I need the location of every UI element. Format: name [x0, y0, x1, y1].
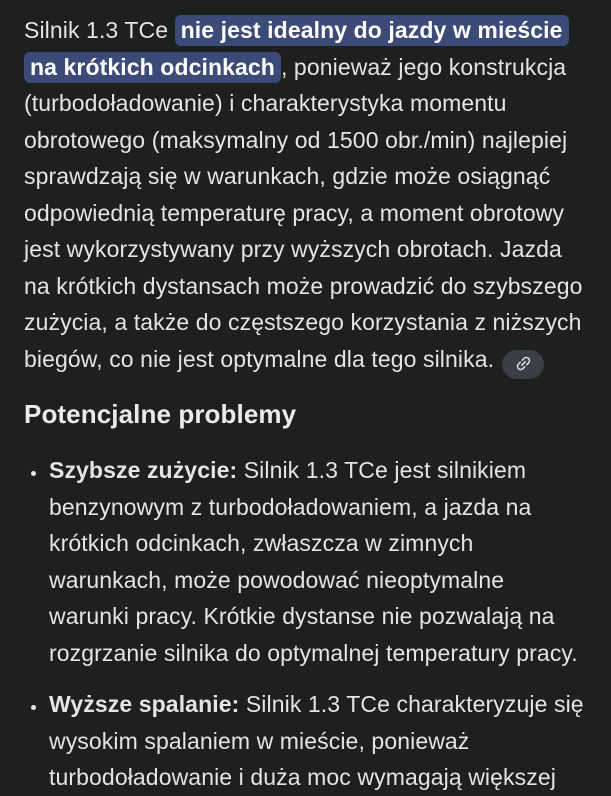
intro-paragraph [24, 12, 587, 379]
intro-text-before-highlight: Silnik 1.3 TCe [24, 17, 175, 43]
link-icon [514, 354, 533, 376]
cited-highlight[interactable]: nie jest idealny do jazdy w mieście na krótkich odcinkach [24, 15, 569, 83]
intro-text-after-highlight: , ponieważ jego konstrukcja (turbodoładowanie) i charakterystyka momentu obrotowego (maksymalny od 1500 obr./min) najlepiej sprawdzają się w warunkach, gdzie może osiągnąć odpowiednią temperaturę pracy, a moment obrotowy jest wykorzystywany przy wyższych obrotach. Jazda na krótkich dystansach może prowadzić do szybszego zużycia, a także do częstszego korzystania z niższych biegów, co nie jest optymalne dla tego silnika. [24, 53, 583, 372]
bullet-label: Szybsze zużycie: [49, 457, 238, 483]
problems-list [24, 452, 587, 796]
source-link-chip[interactable] [502, 350, 544, 379]
bullet-text: Silnik 1.3 TCe charakteryzuje się wysokim spalaniem w mieście, ponieważ turbodoładowanie i duża moc wymagają większej [49, 691, 584, 790]
list-item [48, 452, 587, 671]
list-item [48, 686, 587, 796]
bullet-text: Silnik 1.3 TCe jest silnikiem benzynowym z turbodoładowaniem, a jazda na krótkich odcinkach, zwłaszcza w zimnych warunkach, może powodować nieoptymalne warunki pracy. Krótkie dystanse nie pozwalają na rozgrzanie silnika do optymalnej temperatury pracy. [49, 457, 578, 666]
section-heading: Potencjalne problemy [24, 399, 297, 429]
bullet-label: Wyższe spalanie: [49, 691, 240, 717]
